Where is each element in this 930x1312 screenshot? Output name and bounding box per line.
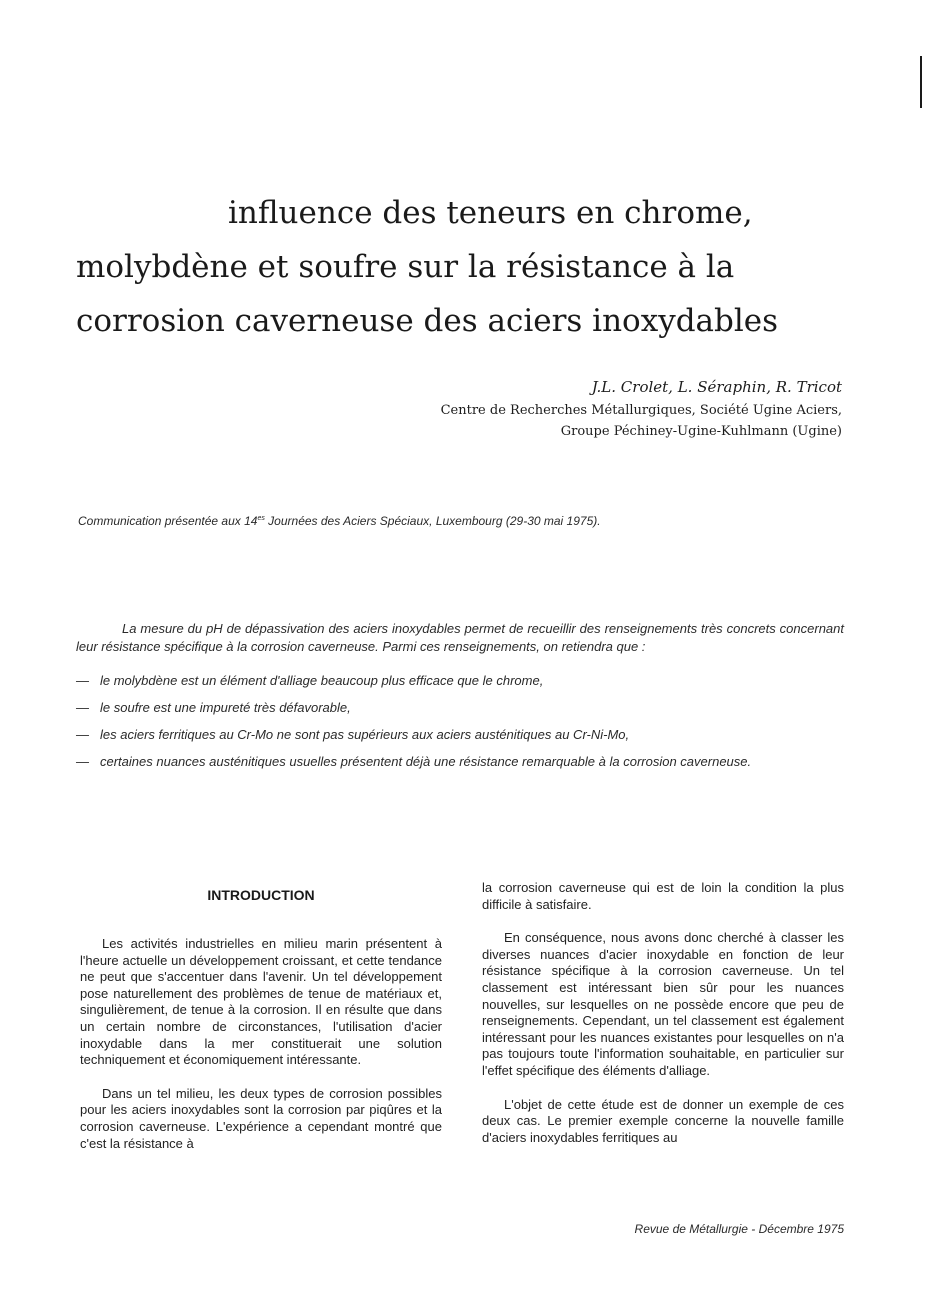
body-paragraph: En conséquence, nous avons donc cherché à classer les diverses nuances d'acier inoxydable en fonction de leur résistance spécifique à la corrosion caverneuse. Un tel classement est intéressant bien sûr pour les nuances nouvelles, sur lesquelles on ne possède encore que peu de renseignements. Cependant, un tel classement est également intéressant pour les nuances existantes pour lesquelles on n'a pas toujours toute l'information souhaitable, en particulier sur l'effet spécifique des éléments d'alliage. xyxy=(482,930,844,1078)
affiliation-line-1: Centre de Recherches Métallurgiques, Société Ugine Aciers, xyxy=(440,403,842,418)
bullet-dash: — xyxy=(76,727,89,742)
title-line-2: molybdène et soufre sur la résistance à la xyxy=(76,249,735,285)
author-block xyxy=(441,376,842,442)
abstract-bullet xyxy=(76,672,844,690)
abstract xyxy=(76,620,844,780)
communication-text-before: Communication présentée aux 14 xyxy=(78,514,258,528)
body-paragraph: Dans un tel milieu, les deux types de corrosion possibles pour les aciers inoxydables sont la corrosion par piqûres et la corrosion caverneuse. L'expérience a cependant montré que c'est la résistance à xyxy=(80,1085,442,1151)
communication-superscript: es xyxy=(257,515,265,522)
article-title xyxy=(76,186,796,348)
affiliation-line-2: Groupe Péchiney-Ugine-Kuhlmann (Ugine) xyxy=(560,424,842,439)
section-heading-introduction: INTRODUCTION xyxy=(207,887,315,903)
bullet-dash: — xyxy=(76,700,89,715)
scan-edge-mark xyxy=(920,56,922,108)
bullet-text: certaines nuances austénitiques usuelles présentent déjà une résistance remarquable à la corrosion caverneuse. xyxy=(100,754,752,769)
page-footer: Revue de Métallurgie - Décembre 1975 xyxy=(634,1222,844,1236)
title-line-3: corrosion caverneuse des aciers inoxydables xyxy=(76,303,779,339)
communication-note xyxy=(78,514,601,528)
bullet-dash: — xyxy=(76,754,89,769)
abstract-intro: La mesure du pH de dépassivation des aciers inoxydables permet de recueillir des renseignements très concrets concernant leur résistance spécifique à la corrosion caverneuse. Parmi ces renseignements, on retiendra que : xyxy=(76,621,844,654)
body-column-left xyxy=(80,880,442,1169)
abstract-bullet xyxy=(76,753,844,771)
body-paragraph: la corrosion caverneuse qui est de loin la condition la plus difficile à satisfaire. xyxy=(482,880,844,912)
body-column-right xyxy=(482,880,844,1163)
abstract-bullet xyxy=(76,726,844,744)
abstract-bullet xyxy=(76,699,844,717)
bullet-text: le molybdène est un élément d'alliage beaucoup plus efficace que le chrome, xyxy=(100,673,544,688)
authors: J.L. Crolet, L. Séraphin, R. Tricot xyxy=(591,378,842,396)
bullet-text: les aciers ferritiques au Cr-Mo ne sont pas supérieurs aux aciers austénitiques au Cr-Ni-Mo, xyxy=(100,727,630,742)
body-paragraph: L'objet de cette étude est de donner un exemple de ces deux cas. Le premier exemple concerne la nouvelle famille d'aciers inoxydables ferritiques au xyxy=(482,1096,844,1145)
bullet-text: le soufre est une impureté très défavorable, xyxy=(100,700,351,715)
body-paragraph: Les activités industrielles en milieu marin présentent à l'heure actuelle un développement croissant, et cette tendance ne peut que s'accentuer dans l'avenir. Un tel développement pose naturellement des problèmes de tenue de matériaux et, singulièrement, de tenue à la corrosion. Il en résulte que dans un certain nombre de circonstances, l'utilisation d'acier inoxydable dans la mer constituerait une solution techniquement et économiquement intéressante. xyxy=(80,936,442,1068)
communication-text-after: Journées des Aciers Spéciaux, Luxembourg (29-30 mai 1975). xyxy=(264,514,601,528)
bullet-dash: — xyxy=(76,673,89,688)
title-line-1: influence des teneurs en chrome, xyxy=(228,195,753,231)
